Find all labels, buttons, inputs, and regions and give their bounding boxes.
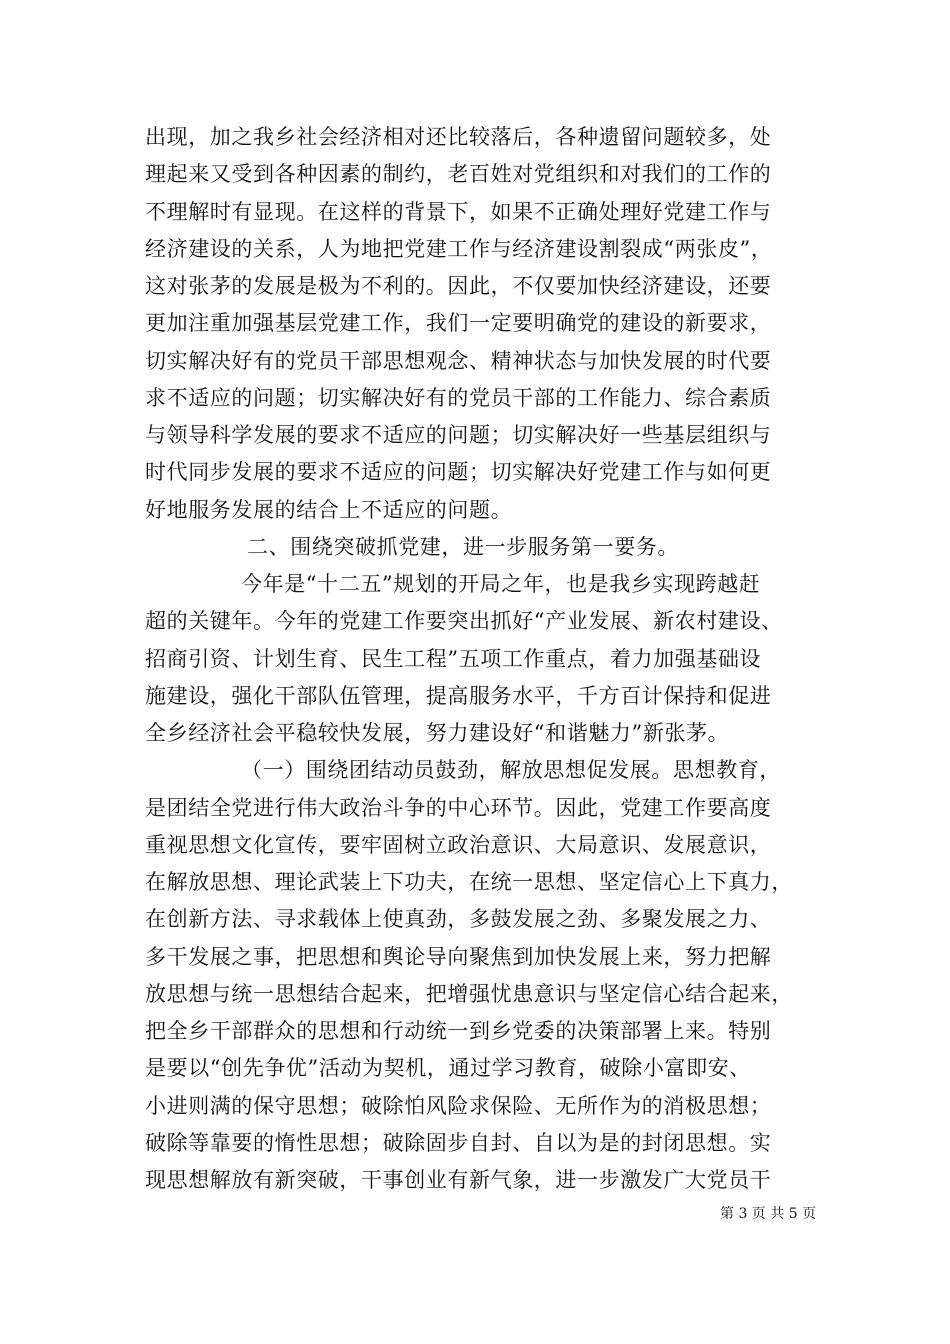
text-line: 是团结全党进行伟大政治斗争的中心环节。因此，党建工作要高度 <box>145 795 772 820</box>
text-line: 出现，加之我乡社会经济相对还比较落后，各种遗留问题较多，处 <box>145 125 772 149</box>
page-number-footer: 第 3 页 共 5 页 <box>720 1206 817 1222</box>
text-line: 超的关键年。今年的党建工作要突出抓好“产业发展、新农村建设、 <box>145 609 783 634</box>
text-line: 把全乡干部群众的思想和行动统一到乡党委的决策部署上来。特别 <box>145 1019 772 1043</box>
text-line: 这对张茅的发展是极为不利的。因此，不仅要加快经济建设，还要 <box>145 274 772 298</box>
text-line: 重视思想文化宣传，要牢固树立政治意识、大局意识、发展意识， <box>145 832 772 857</box>
text-line: 现思想解放有新突破，干事创业有新气象，进一步激发广大党员干 <box>145 1168 772 1192</box>
text-line: 小进则满的保守思想；破除怕风险求保险、无所作为的消极思想； <box>145 1093 772 1118</box>
text-line: 破除等靠要的惰性思想；破除固步自封、自以为是的封闭思想。实 <box>145 1130 772 1155</box>
text-line: 时代同步发展的要求不适应的问题；切实解决好党建工作与如何更 <box>145 460 772 485</box>
text-line: 理起来又受到各种因素的制约，老百姓对党组织和对我们的工作的 <box>145 162 772 187</box>
text-line: 招商引资、计划生育、民生工程”五项工作重点，着力加强基础设 <box>145 646 762 671</box>
text-line: 放思想与统一思想结合起来，把增强忧患意识与坚定信心结合起来， <box>145 981 793 1006</box>
paragraph-first-line: 今年是“十二五”规划的开局之年，也是我乡实现跨越赶 <box>241 572 761 596</box>
text-line: 求不适应的问题；切实解决好有的党员干部的工作能力、综合素质 <box>145 385 772 410</box>
subsection-first-line: （一）围绕团结动员鼓劲，解放思想促发展。思想教育， <box>241 758 781 783</box>
text-line: 多干发展之事，把思想和舆论导向聚焦到加快发展上来，努力把解 <box>145 944 772 969</box>
document-body <box>145 119 835 1199</box>
text-line: 更加注重加强基层党建工作，我们一定要明确党的建设的新要求， <box>145 311 772 336</box>
text-line: 经济建设的关系，人为地把党建工作与经济建设割裂成“两张皮”， <box>145 236 773 261</box>
text-line: 施建设，强化干部队伍管理，提高服务水平，千方百计保持和促进 <box>145 683 772 708</box>
text-line: 不理解时有显现。在这样的背景下，如果不正确处理好党建工作与 <box>145 199 772 224</box>
text-line: 在创新方法、寻求载体上使真劲，多鼓发展之劲、多聚发展之力、 <box>145 907 772 932</box>
text-line: 全乡经济社会平稳较快发展，努力建设好“和谐魅力”新张茅。 <box>145 721 730 745</box>
text-line: 是要以“创先争优”活动为契机，通过学习教育，破除小富即安、 <box>145 1056 751 1081</box>
text-line: 在解放思想、理论武装上下功夫，在统一思想、坚定信心上下真力， <box>145 870 793 894</box>
text-line: 与领导科学发展的要求不适应的问题；切实解决好一些基层组织与 <box>145 423 772 447</box>
text-line: 好地服务发展的结合上不适应的问题。 <box>145 497 513 522</box>
section-heading: 二、围绕突破抓党建，进一步服务第一要务。 <box>247 534 679 559</box>
text-line: 切实解决好有的党员干部思想观念、精神状态与加快发展的时代要 <box>145 348 772 373</box>
